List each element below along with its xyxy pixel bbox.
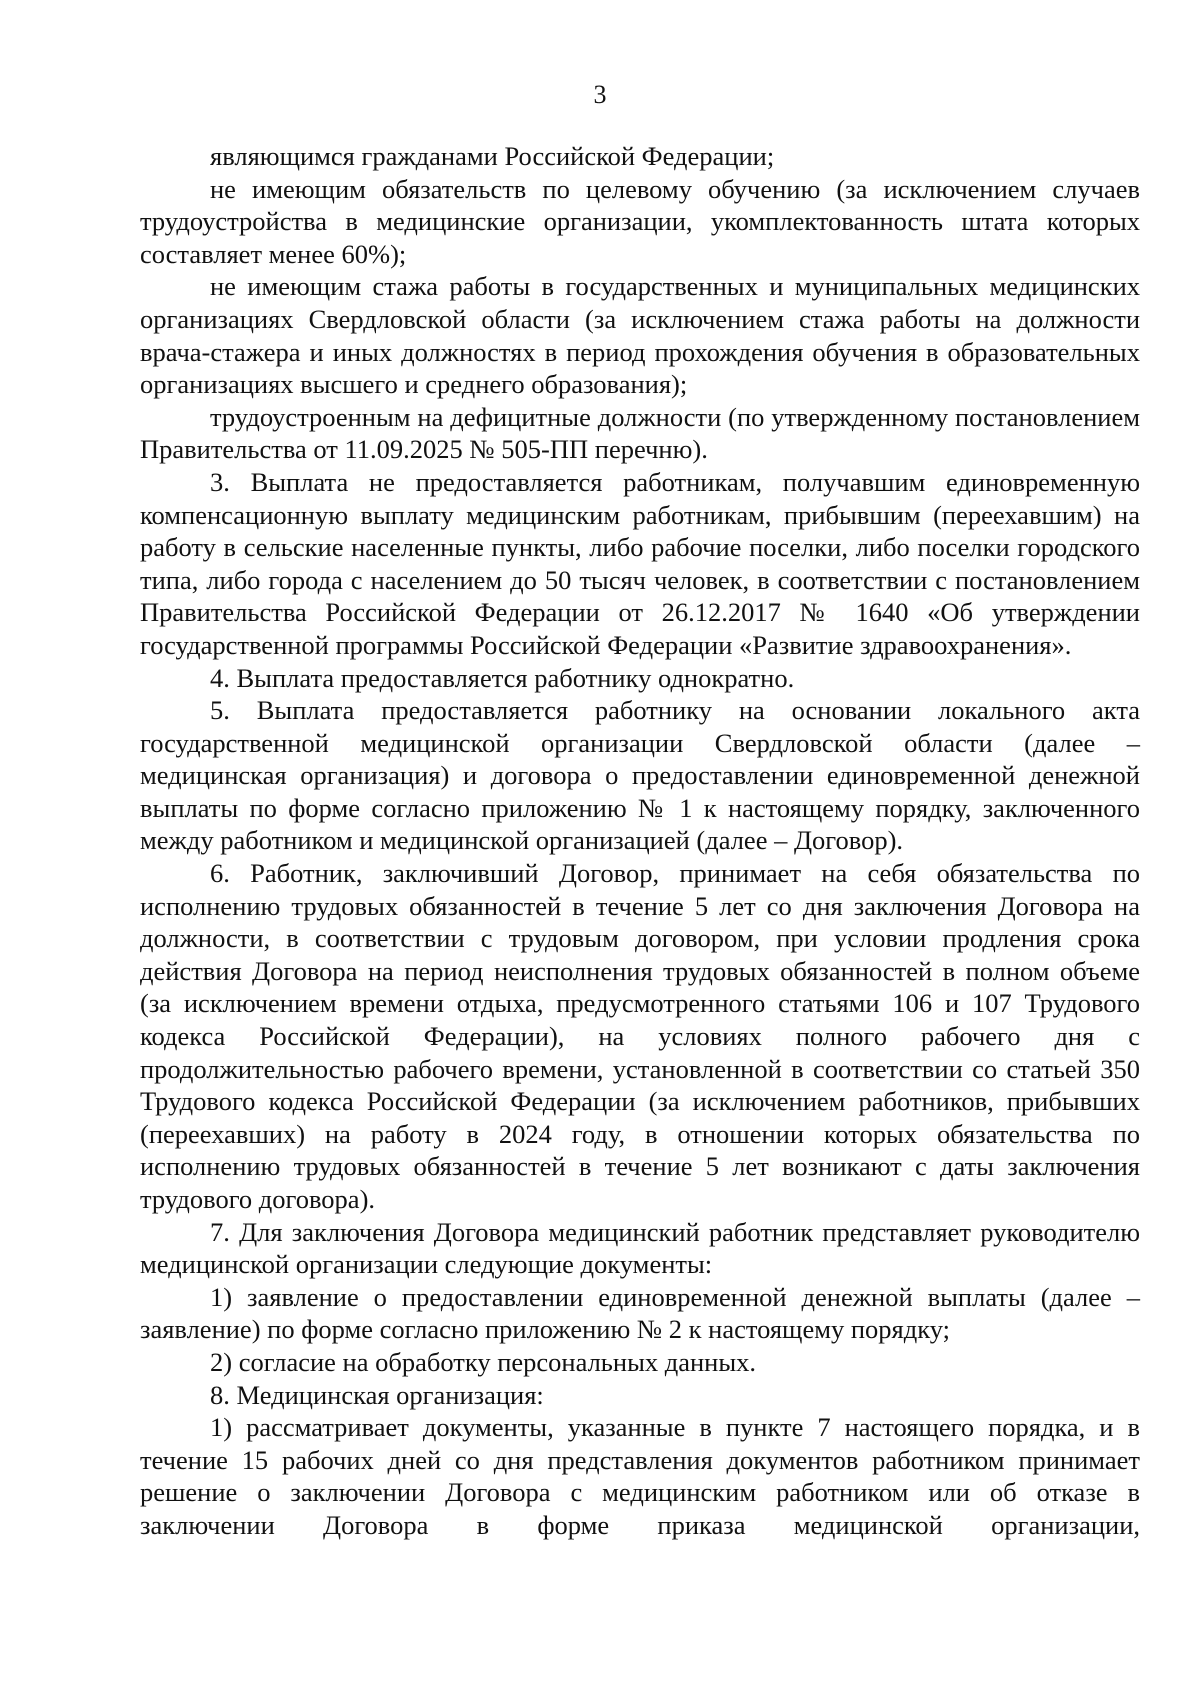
paragraph-item-3: 3. Выплата не предоставляется работникам, получавшим единовременную компенсационную выплату медицинским работникам, прибывшим (переехавшим) на работу в сельские населенные пункты, либо рабочие поселки, либо поселки городского типа, либо города с населением до 50 тысяч человек, в соответствии с постановлением Правительства Российской Федерации от 26.12.2017 № 1640 «Об утверждении государственной программы Российской Федерации «Развитие здравоохранения». [140,466,1140,660]
paragraph-no-work-experience: не имеющим стажа работы в государственных и муниципальных медицинских организациях Свердловской области (за исключением стажа работы на должности врача-стажера и иных должностях в период прохождения обучения в образовательных организациях высшего и среднего образования); [140,271,1140,400]
paragraph-item-7-1: 1) заявление о предоставлении единовременной денежной выплаты (далее – заявление) по форме согласно приложению № 2 к настоящему порядку; [140,1281,1140,1345]
paragraph-item-8: 8. Медицинская организация: [210,1379,544,1410]
paragraph-citizenship: являющимся гражданами Российской Федерации; [210,141,775,171]
paragraph-item-7-2: 2) согласие на обработку персональных данных. [210,1346,757,1377]
paragraph-item-7: 7. Для заключения Договора медицинский работник представляет руководителю медицинской организации следующие документы: [140,1216,1140,1280]
paragraph-item-5: 5. Выплата предоставляется работнику на основании локального акта государственной медицинской организации Свердловской области (далее – медицинская организация) и договора о предоставлении единовременной денежной выплаты по форме согласно приложению № 1 к настоящему порядку, заключенного между работником и медицинской организацией (далее – Договор). [140,695,1140,856]
paragraph-no-target-training: не имеющим обязательств по целевому обучению (за исключением случаев трудоустройства в медицинские организации, укомплектованность штата которых составляет менее 60%); [140,173,1140,269]
page-number: 3 [593,80,607,109]
paragraph-item-8-1: 1) рассматривает документы, указанные в пункте 7 настоящего порядка, и в течение 15 рабочих дней со дня представления документов работником принимает решение о заключении Договора с медицинским работником или об отказе в заключении Договора в форме приказа медицинской организации, [140,1412,1140,1540]
document-body [140,140,1140,1542]
paragraph-item-6: 6. Работник, заключивший Договор, принимает на себя обязательства по исполнению трудовых обязанностей в течение 5 лет со дня заключения Договора на должности, в соответствии с трудовым договором, при условии продления срока действия Договора на период неисполнения трудовых обязанностей в полном объеме (за исключением времени отдыха, предусмотренного статьями 106 и 107 Трудового кодекса Российской Федерации), на условиях полного рабочего дня с продолжительностью рабочего времени, установленной в соответствии со статьей 350 Трудового кодекса Российской Федерации (за исключением работников, прибывших (переехавших) на работу в 2024 году, в отношении которых обязательства по исполнению трудовых обязанностей в течение 5 лет возникают с даты заключения трудового договора). [140,858,1140,1214]
paragraph-deficit-positions: трудоустроенным на дефицитные должности (по утвержденному постановлением Правительства от 11.09.2025 № 505-ПП перечню). [140,401,1140,465]
paragraph-item-4: 4. Выплата предоставляется работнику однократно. [210,662,795,693]
